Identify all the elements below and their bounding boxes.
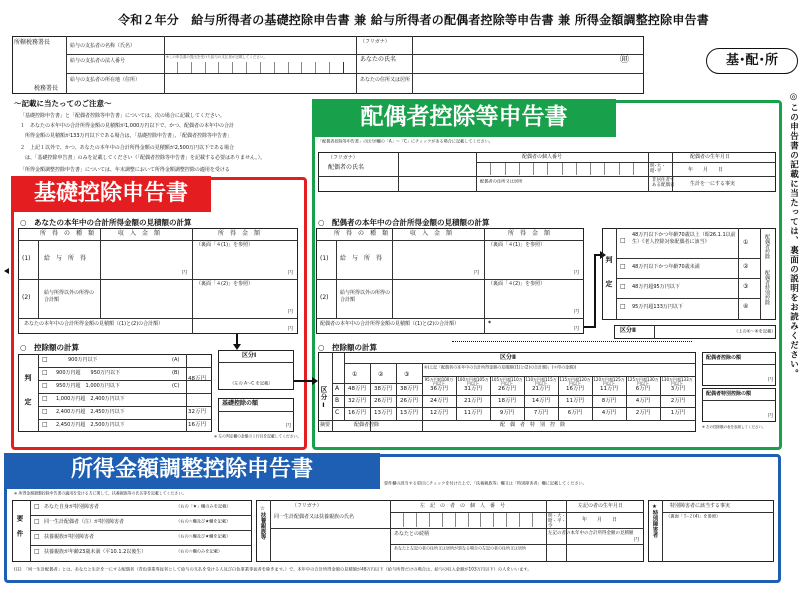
spouse-row2-ref: （裏面「４(2)」を参照） — [488, 281, 546, 287]
matrix-subhead-8: 130万円超133万円以下 — [661, 377, 693, 387]
payer-number-label: 給与の支払者の法人番号 — [70, 58, 126, 64]
matrix-cell: 6万円 — [635, 386, 651, 392]
basic-row1-no: (1) — [22, 255, 31, 262]
adjust-relation: あなたとの続柄 — [394, 531, 430, 537]
basic-kojo-label: 基礎控除の額 — [222, 400, 259, 407]
matrix-cell: 7万円 — [533, 410, 549, 416]
matrix-cell: 21万円 — [532, 386, 550, 392]
spouse-row2-label: 給与所得以外の所得の合計額 — [340, 290, 391, 303]
form-type-badge: 基･配･所 — [706, 48, 798, 74]
basic-total-input[interactable] — [193, 319, 297, 333]
basic-row-f-check[interactable]: □ — [42, 421, 48, 428]
matrix-cell: 32万円 — [348, 398, 366, 404]
spouse-birth-label: 配偶者の生年月日 — [690, 154, 731, 160]
matrix-cell: 48万円 — [348, 386, 366, 392]
basic-row-c-code: (C) — [172, 383, 180, 389]
matrix-kubun2-head: 区分Ⅱ — [500, 354, 516, 361]
spouse-income-input-1[interactable] — [393, 241, 483, 278]
your-name-label: あなたの氏名 — [360, 56, 397, 63]
basic-col-amount: 所 得 金 額 — [218, 230, 261, 237]
matrix-cell: 26万円 — [400, 398, 418, 404]
basic-total-yen: 円 — [288, 326, 294, 332]
basic-judge-label: 判 定 — [24, 374, 32, 406]
adjust-name-label: 同一生計配偶者又は扶養親族の氏名 — [274, 514, 355, 520]
notes-heading: ～記載に当たってのご注意～ — [14, 99, 112, 108]
adjust-req3-label: 扶養親族が特別障害者 — [44, 534, 95, 540]
adjust-req4-label: 扶養親族が年齢23歳未満（平10.1.2以後生） — [44, 549, 147, 555]
matrix-subhead-2: 100万円超105万円以下 — [457, 377, 489, 387]
spouse-furigana: （フリガナ） — [328, 155, 358, 161]
spouse-total-asterisk: * — [488, 320, 492, 327]
matrix-cell: 38万円 — [400, 386, 418, 392]
spouse-row1-label: 給 与 所 得 — [340, 255, 383, 262]
spouse-opt1-check[interactable]: □ — [620, 237, 626, 244]
spouse-amount-input-1[interactable] — [485, 250, 583, 278]
adjust-req2-note: （右の☆欄及び★欄を記載） — [176, 519, 231, 525]
spouse-total-input[interactable] — [492, 319, 582, 333]
adjust-era: 明・大・昭・平・令 — [548, 514, 566, 529]
matrix-row-code-a: A — [335, 385, 340, 392]
payer-number-boxes[interactable] — [164, 62, 344, 73]
spouse-kubun2-input[interactable] — [655, 326, 731, 338]
spouse-box-note: ※ 左の控除額の表を参照してください。 — [702, 425, 766, 430]
spouse-name-label: 配偶者の氏名 — [328, 164, 365, 171]
basic-row-b-label: 900万円超 950万円以下 — [56, 370, 121, 376]
matrix-cell: 1万円 — [670, 410, 686, 416]
matrix-row-code-c: C — [335, 409, 340, 416]
basic-row2-ref: （裏面「４(2)」を参照） — [196, 281, 254, 287]
matrix-cell: 16万円 — [566, 386, 584, 392]
basic-row2-yen: 円 — [288, 309, 294, 315]
matrix-cell: 6万円 — [567, 410, 583, 416]
payer-number-note: ※この申告書の提出を受けた給与の支払者が記載してください。 — [166, 55, 267, 60]
spouse-deduction-banner: 配偶者控除等申告書 — [312, 99, 616, 137]
notes-line-6: 「所得金額調整控除申告書」については、年末調整において所得金額調整控除の適用を受ける — [20, 167, 230, 173]
matrix-cell: 3万円 — [670, 386, 686, 392]
matrix-cell: 8万円 — [601, 398, 617, 404]
spouse-col-income: 収 入 金 額 — [410, 230, 453, 237]
spouse-intro: 「配偶者控除等申告書」の区分Ⅰ欄の「A」～「C」にチェックがある場合に記載してください。 — [318, 139, 493, 145]
adjust-special-label: 特別障害者に該当する事実 — [670, 503, 731, 509]
basic-row-f-label: 2,450万円超 2,500万円以下 — [56, 422, 125, 428]
furigana-label: （フリガナ） — [360, 39, 390, 45]
basic-row-a-label: 900万円以下 — [68, 357, 98, 363]
spouse-side-tokubetsu: 配偶者特別控除 — [764, 270, 770, 305]
matrix-cell: 12万円 — [430, 410, 448, 416]
adjust-req4-check[interactable]: □ — [34, 548, 40, 555]
basic-amount-input-2[interactable] — [193, 289, 297, 317]
adjust-special-ref: （裏面「５-２(4)」を参照） — [666, 514, 721, 520]
spouse-opt2-check[interactable]: □ — [620, 263, 626, 270]
matrix-row-code-b: B — [335, 397, 340, 404]
basic-row1-ref: （裏面「４(1)」を参照） — [196, 242, 254, 248]
spouse-total-yen: 円 — [574, 326, 580, 332]
basic-kojo-yen: 円 — [286, 423, 292, 429]
spouse-era: 明･大・昭･平 — [650, 164, 666, 175]
spouse-row2-no: (2) — [320, 294, 329, 301]
matrix-head-4: ④(上記「配偶者の本年中の合計所得金額の見積額((1)と(2)の合計額)」(＊印の金額)) — [424, 365, 577, 370]
basic-sec1: ○ あなたの本年中の合計所得金額の見積額の計算 — [20, 218, 192, 227]
basic-row-d-label: 1,000万円超 2,400万円以下 — [56, 396, 125, 402]
adjust-deduction-banner: 所得金額調整控除申告書 — [4, 453, 380, 489]
spouse-row1-ref: （裏面「４(1)」を参照） — [488, 242, 546, 248]
matrix-cell: 11万円 — [566, 398, 584, 404]
adjust-req4-note: （右の☆欄のみを記載） — [176, 549, 223, 555]
spouse-kojo-yen: 円 — [768, 377, 774, 383]
spouse-row1-yen: 円 — [474, 270, 480, 276]
adjust-intro: 要件欄の該当する項目にチェックを付けた上で、「扶養親族等」欄又は「特別障害者」欄に記載してください。 — [384, 481, 587, 487]
matrix-subhead-6: 120万円超125万円以下 — [593, 377, 625, 387]
spouse-opt3-no: ③ — [743, 283, 749, 290]
matrix-cell: 26万円 — [498, 386, 516, 392]
spouse-kojo-input[interactable] — [703, 365, 775, 385]
adjust-number-boxes[interactable] — [391, 513, 545, 527]
basic-row-d-check[interactable]: □ — [42, 395, 48, 402]
adjust-special-side: ★特別障害者 — [651, 504, 658, 538]
adjust-footnote: (注) 「同一生計配偶者」とは、あなたと生計を一にする配偶者（青色事業専従者として給与の支払を受ける人及び白色事業専従者を除きます。）で、本年中の合計所得金額の見積額が48万円以下（給与所得だけの場合は、給与の収入金額が103万円以下）の人をいいます。 — [14, 567, 532, 573]
matrix-cell: 26万円 — [374, 398, 392, 404]
basic-sec2: ○ 控除額の計算 — [20, 343, 80, 352]
adjust-income-label: 左記の者の本年中の合計所得金額の見積額 — [548, 531, 634, 536]
adjust-star-side: ☆扶養親族等 — [259, 506, 266, 540]
matrix-cell: 11万円 — [464, 410, 482, 416]
basic-row1-label: 給 与 所 得 — [44, 255, 87, 262]
basic-row-c-label: 950万円超 1,000万円以下 — [56, 383, 120, 389]
matrix-subhead-3: 105万円超110万円以下 — [491, 377, 523, 387]
matrix-subhead-1: 95万円超100万円以下 — [424, 377, 454, 387]
spouse-kojo-label: 配偶者控除の額 — [706, 355, 742, 361]
matrix-cell: 13万円 — [374, 410, 392, 416]
basic-row-b-check[interactable]: □ — [42, 369, 48, 376]
adjust-intro-2: ※ 所得金額調整控除申告書の適用を受ける方に関して、扶養親族等の氏名等を記載してください。 — [14, 491, 187, 496]
adjust-address-label: あなたと左記の者の住所又は居所が異なる場合の左記の者の住所又は居所 — [394, 546, 527, 551]
adjust-ymd: 年 月 日 — [582, 517, 618, 523]
spouse-number-label: 配偶者の個人番号 — [522, 154, 563, 160]
spouse-tokubetsu-input[interactable] — [703, 401, 775, 421]
spouse-judge-label: 判 定 — [605, 256, 613, 288]
matrix-footer-tokubetsu: 配 偶 者 特 別 控 除 — [500, 422, 566, 428]
seal-mark: ㊞ — [620, 55, 630, 65]
matrix-footer-left: 摘要 — [320, 422, 331, 428]
matrix-head-3: ③ — [404, 371, 410, 378]
notes-line-2: １ あなたの本年中の合計所得金額の見積額が1,000万円以下で、かつ、配偶者の本年中の合計 — [20, 123, 235, 129]
spouse-row1-yen2: 円 — [574, 270, 580, 276]
basic-row2-label: 給与所得以外の所得の合計額 — [44, 290, 95, 303]
basic-kubun1-input[interactable] — [219, 363, 293, 380]
spouse-kubun2-note: （上の①～④を記載） — [734, 329, 776, 335]
matrix-subhead-5: 115万円超120万円以下 — [559, 377, 591, 387]
spouse-address-label: 配偶者の住所又は居所 — [480, 179, 523, 185]
notes-line-3: 所得金額の見積額が133万円以下である場合は、「基礎控除申告書」、「配偶者控除等申告書」 — [20, 133, 233, 139]
your-name-input[interactable] — [413, 55, 613, 72]
matrix-cell: 2万円 — [670, 398, 686, 404]
spouse-number-boxes[interactable] — [477, 163, 647, 175]
your-address-label: あなたの住所又は居所 — [360, 77, 411, 83]
spouse-opt1-label: 48万円以下かつ年齢70歳以上（昭26.1.1以前生）《老人控除対象配偶者に該当》 — [632, 232, 736, 245]
matrix-subhead-7: 125万円超130万円以下 — [627, 377, 659, 387]
spouse-total-label: 配偶者の本年中の合計所得金額の見積額（(1)と(2)の合計額） — [320, 321, 460, 327]
basic-amount-16: 16万円 — [188, 422, 206, 428]
basic-total-label: あなたの本年中の合計所得金額の見積額（(1)と(2)の合計額） — [24, 321, 164, 327]
spouse-amount-input-2[interactable] — [485, 289, 583, 317]
spouse-opt4-check[interactable]: □ — [620, 303, 626, 310]
matrix-cell: 36万円 — [430, 386, 448, 392]
matrix-head-1: ① — [352, 371, 358, 378]
notes-line-1: 「基礎控除申告書」と「配偶者控除等申告書」については、次の場合に記載してください。 — [20, 113, 225, 119]
matrix-cell: 14万円 — [532, 398, 550, 404]
basic-row-c-check[interactable]: □ — [42, 382, 48, 389]
adjust-name-input[interactable] — [271, 529, 389, 561]
your-address-input[interactable] — [413, 74, 643, 93]
spouse-nonres-label: 非居住者である配偶者 — [652, 178, 675, 188]
matrix-cell: 18万円 — [498, 398, 516, 404]
matrix-kubun1-side: 区分Ⅰ — [319, 386, 328, 410]
matrix-footer-kojo: 配偶者控除 — [354, 422, 380, 428]
adjust-req3-check[interactable]: □ — [34, 533, 40, 540]
spouse-tokubetsu-label: 配偶者特別控除の額 — [706, 391, 752, 397]
basic-amount-48: 48万円 — [188, 376, 206, 382]
spouse-col-type: 所 得 の 種 類 — [334, 230, 389, 237]
spouse-row2-yen: 円 — [574, 309, 580, 315]
basic-deduction-banner: 基礎控除申告書 — [11, 176, 211, 212]
adjust-furigana: （フリガナ） — [292, 503, 322, 509]
spouse-kubun2-label: 区分Ⅱ — [620, 327, 636, 334]
matrix-cell: 13万円 — [400, 410, 418, 416]
basic-amount-input-1[interactable] — [193, 250, 297, 278]
adjust-req3-note: （右の☆欄及び★欄を記載） — [176, 534, 231, 540]
matrix-head-2: ② — [378, 371, 384, 378]
spouse-row1-no: (1) — [320, 255, 329, 262]
spouse-livelihood: 生計を一にする事実 — [690, 181, 736, 187]
basic-amount-32: 32万円 — [188, 409, 206, 415]
office-suffix: 税務署長 — [34, 85, 59, 92]
spouse-opt4-label: 95万円超133万円以下 — [632, 304, 683, 310]
matrix-cell: 9万円 — [499, 410, 515, 416]
spouse-ymd: 年 月 日 — [688, 167, 724, 173]
matrix-cell: 24万円 — [430, 398, 448, 404]
matrix-cell: 4万円 — [601, 410, 617, 416]
matrix-cell: 4万円 — [635, 398, 651, 404]
basic-kojo-note: ※ 左の判定欄の金額の１行目を記載してください。 — [214, 434, 301, 439]
office-label: 所轄税務署長 — [14, 39, 51, 46]
matrix-cell: 16万円 — [348, 410, 366, 416]
adjust-special-input[interactable] — [663, 522, 773, 561]
adjust-req-side: 要 件 — [15, 515, 24, 538]
spouse-dotted-connector — [452, 341, 692, 342]
right-vertical-note: ◎この申告書の記載に当たっては、裏面の説明をお読みください。 — [788, 92, 799, 379]
page-title: 令和２年分 給与所得者の基礎控除申告書 兼 給与所得者の配偶者控除等申告書 兼 所得金額調整控除申告書 — [118, 13, 709, 27]
matrix-cell: 31万円 — [464, 386, 482, 392]
notes-line-5: は、「基礎控除申告書」のみを記載してください（「配偶者控除等申告書」を記載する必要はありません。）。 — [20, 155, 266, 161]
adjust-req1-note: （右の「★」欄のみを記載） — [176, 504, 231, 510]
basic-row-e-label: 2,400万円超 2,450万円以下 — [56, 409, 125, 415]
basic-col-type: 所 得 の 種 類 — [40, 230, 95, 237]
payer-name-label: 給与の支払者の名称（氏名） — [70, 43, 136, 49]
spouse-opt2-label: 48万円以下かつ年齢70歳未満 — [632, 264, 700, 270]
spouse-col-amount: 所 得 金 額 — [508, 230, 551, 237]
basic-kojo-input[interactable] — [219, 412, 293, 431]
basic-row-a-code: (A) — [172, 357, 180, 363]
basic-income-input-1[interactable] — [101, 241, 191, 278]
spouse-opt4-no: ④ — [743, 303, 749, 310]
basic-row-e-check[interactable]: □ — [42, 408, 48, 415]
spouse-opt2-no: ② — [743, 263, 749, 270]
matrix-subhead-4: 110万円超115万円以下 — [525, 377, 557, 387]
payer-address-label: 給与の支払者の所在地（住所） — [70, 77, 141, 83]
matrix-cell: 11万円 — [600, 386, 618, 392]
matrix-cell: 38万円 — [374, 386, 392, 392]
spouse-tokubetsu-yen: 円 — [768, 413, 774, 419]
spouse-opt3-label: 48万円超95万円以下 — [632, 284, 680, 290]
adjust-req2-label: 同一生計配偶者（注）が特別障害者 — [44, 519, 125, 525]
spouse-side-kojo: 配偶者控除 — [764, 234, 770, 259]
spouse-opt1-no: ① — [743, 239, 749, 246]
adjust-req1-check[interactable]: □ — [34, 503, 40, 510]
matrix-cell: 21万円 — [464, 398, 482, 404]
matrix-cell: 2万円 — [635, 410, 651, 416]
basic-row-b-code: (B) — [172, 370, 180, 376]
spouse-sec2: ○ 控除額の計算 — [318, 343, 378, 352]
spouse-sec1: ○ 配偶者の本年中の合計所得金額の見積額の計算 — [318, 218, 490, 227]
adjust-req1-label: あなた自身が特別障害者 — [44, 504, 100, 510]
spouse-opt3-check[interactable]: □ — [620, 283, 626, 290]
basic-kubun1-note: （左の A～C を記載） — [230, 381, 273, 387]
adjust-yen: 円 — [634, 537, 640, 543]
adjust-req2-check[interactable]: □ — [34, 518, 40, 525]
basic-row1-yen2: 円 — [288, 270, 294, 276]
spouse-name-input[interactable] — [399, 153, 475, 175]
basic-kubun1-label: 区分Ⅰ — [242, 352, 257, 359]
notes-line-4: ２ 上記１以外で、かつ、あなたの本年中の合計所得金額の見積額が2,500万円以下である場合 — [20, 145, 235, 151]
basic-col-income: 収 入 金 額 — [118, 230, 161, 237]
adjust-birth-label: 左記の者の生年月日 — [578, 503, 624, 509]
basic-row1-yen: 円 — [182, 270, 188, 276]
basic-row2-no: (2) — [22, 294, 31, 301]
basic-row-a-check[interactable]: □ — [42, 356, 48, 363]
adjust-number-label: 左 記 の 者 の 個 人 番 号 — [420, 503, 506, 509]
